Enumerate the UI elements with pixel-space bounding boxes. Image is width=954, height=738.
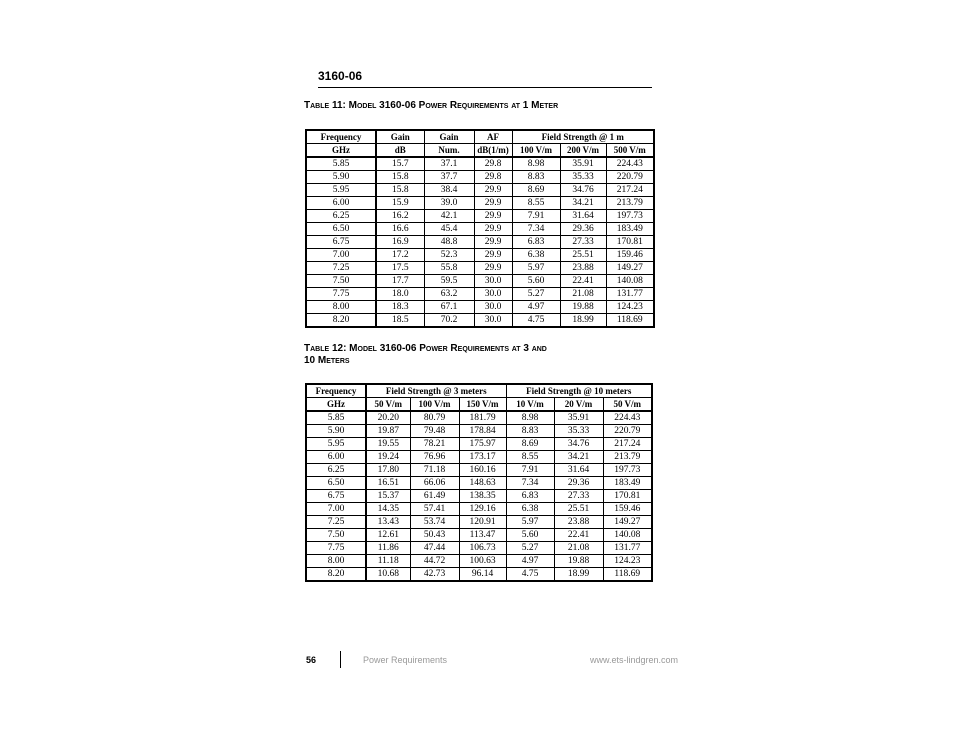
t12-cell: 44.72 [410, 555, 459, 568]
t12-cell: 7.50 [306, 529, 366, 542]
t12-cell: 8.20 [306, 568, 366, 582]
t12-cell: 96.14 [459, 568, 506, 582]
t11-cell: 22.41 [560, 275, 606, 288]
t12-cell: 217.24 [603, 438, 652, 451]
t12-cell: 6.00 [306, 451, 366, 464]
t12-header-fs3-100: 100 V/m [410, 398, 459, 412]
t12-cell: 197.73 [603, 464, 652, 477]
table-row [306, 477, 652, 490]
t12-cell: 5.97 [506, 516, 554, 529]
table-row [306, 425, 652, 438]
t11-cell: 29.9 [474, 184, 512, 197]
t12-cell: 14.35 [366, 503, 410, 516]
t12-cell: 22.41 [554, 529, 603, 542]
t12-cell: 118.69 [603, 568, 652, 582]
t11-cell: 7.34 [512, 223, 560, 236]
t12-header-frequency: Frequency [306, 384, 366, 398]
t12-header-fs3-150: 150 V/m [459, 398, 506, 412]
table-row [306, 249, 654, 262]
t11-cell: 52.3 [424, 249, 474, 262]
t12-cell: 21.08 [554, 542, 603, 555]
table-row [306, 197, 654, 210]
t11-cell: 31.64 [560, 210, 606, 223]
t12-cell: 106.73 [459, 542, 506, 555]
t12-cell: 5.85 [306, 411, 366, 425]
t11-header-frequency-unit: GHz [306, 144, 376, 158]
t11-cell: 42.1 [424, 210, 474, 223]
t11-cell: 29.9 [474, 249, 512, 262]
t11-cell: 170.81 [606, 236, 654, 249]
table-row [306, 314, 654, 328]
t12-cell: 4.97 [506, 555, 554, 568]
t11-cell: 149.27 [606, 262, 654, 275]
t12-cell: 34.21 [554, 451, 603, 464]
table-row [306, 516, 652, 529]
t11-header-gain-db-unit: dB [376, 144, 424, 158]
t11-cell: 30.0 [474, 288, 512, 301]
t12-cell: 7.34 [506, 477, 554, 490]
t11-header-fs-500: 500 V/m [606, 144, 654, 158]
t11-cell: 29.9 [474, 197, 512, 210]
t12-header-fs10-20: 20 V/m [554, 398, 603, 412]
table-row [306, 490, 652, 503]
t12-cell: 148.63 [459, 477, 506, 490]
table-row [306, 236, 654, 249]
table-row [306, 171, 654, 184]
t11-cell: 6.00 [306, 197, 376, 210]
t11-cell: 7.00 [306, 249, 376, 262]
t11-cell: 4.75 [512, 314, 560, 328]
t11-cell: 5.97 [512, 262, 560, 275]
t11-cell: 48.8 [424, 236, 474, 249]
t12-cell: 175.97 [459, 438, 506, 451]
t11-cell: 29.36 [560, 223, 606, 236]
t11-header-fs-200: 200 V/m [560, 144, 606, 158]
t11-cell: 18.0 [376, 288, 424, 301]
model-header: 3160-06 [318, 69, 652, 88]
t11-cell: 30.0 [474, 314, 512, 328]
t11-cell: 16.2 [376, 210, 424, 223]
page-number: 56 [306, 655, 317, 665]
t11-cell: 59.5 [424, 275, 474, 288]
t11-header-frequency: Frequency [306, 130, 376, 144]
t12-cell: 50.43 [410, 529, 459, 542]
table-row [306, 542, 652, 555]
t11-cell: 5.85 [306, 157, 376, 171]
t12-cell: 42.73 [410, 568, 459, 582]
t12-cell: 4.75 [506, 568, 554, 582]
table-row [306, 184, 654, 197]
t11-cell: 8.83 [512, 171, 560, 184]
t12-cell: 35.33 [554, 425, 603, 438]
t12-cell: 140.08 [603, 529, 652, 542]
t11-cell: 7.91 [512, 210, 560, 223]
t12-cell: 5.27 [506, 542, 554, 555]
t12-cell: 113.47 [459, 529, 506, 542]
t11-header-gain-num: Gain [424, 130, 474, 144]
table-row [306, 438, 652, 451]
t12-cell: 19.87 [366, 425, 410, 438]
t11-cell: 8.69 [512, 184, 560, 197]
t11-cell: 140.08 [606, 275, 654, 288]
t12-cell: 11.86 [366, 542, 410, 555]
t11-header-gain-num-unit: Num. [424, 144, 474, 158]
t11-cell: 45.4 [424, 223, 474, 236]
t11-cell: 30.0 [474, 275, 512, 288]
t11-cell: 29.9 [474, 223, 512, 236]
t11-header-af-unit: dB(1/m) [474, 144, 512, 158]
t12-cell: 11.18 [366, 555, 410, 568]
t12-cell: 8.69 [506, 438, 554, 451]
t12-cell: 34.76 [554, 438, 603, 451]
t11-cell: 16.6 [376, 223, 424, 236]
table-12-caption-line-2: 10 Meters [304, 355, 350, 366]
t11-cell: 39.0 [424, 197, 474, 210]
t11-cell: 5.95 [306, 184, 376, 197]
t11-cell: 8.00 [306, 301, 376, 314]
t11-cell: 183.49 [606, 223, 654, 236]
table-row [306, 529, 652, 542]
t12-cell: 79.48 [410, 425, 459, 438]
t11-cell: 17.2 [376, 249, 424, 262]
t12-cell: 71.18 [410, 464, 459, 477]
t12-cell: 12.61 [366, 529, 410, 542]
t12-cell: 7.00 [306, 503, 366, 516]
t12-cell: 10.68 [366, 568, 410, 582]
t11-cell: 5.90 [306, 171, 376, 184]
t11-cell: 5.27 [512, 288, 560, 301]
t12-cell: 131.77 [603, 542, 652, 555]
t12-cell: 5.95 [306, 438, 366, 451]
t11-cell: 29.9 [474, 210, 512, 223]
t12-cell: 6.75 [306, 490, 366, 503]
t11-cell: 159.46 [606, 249, 654, 262]
table-row [306, 223, 654, 236]
t12-cell: 159.46 [603, 503, 652, 516]
t12-cell: 20.20 [366, 411, 410, 425]
t12-cell: 53.74 [410, 516, 459, 529]
t11-cell: 18.3 [376, 301, 424, 314]
t12-cell: 160.16 [459, 464, 506, 477]
t11-cell: 15.7 [376, 157, 424, 171]
t11-cell: 38.4 [424, 184, 474, 197]
t11-cell: 35.91 [560, 157, 606, 171]
table-11-caption: Table 11: Model 3160-06 Power Requirements at 1 Meter [304, 100, 559, 111]
t12-cell: 18.99 [554, 568, 603, 582]
t11-cell: 67.1 [424, 301, 474, 314]
t11-cell: 6.25 [306, 210, 376, 223]
t11-cell: 224.43 [606, 157, 654, 171]
t12-header-fs3-50: 50 V/m [366, 398, 410, 412]
table-row [306, 555, 652, 568]
t11-cell: 118.69 [606, 314, 654, 328]
t12-cell: 173.17 [459, 451, 506, 464]
t11-cell: 17.5 [376, 262, 424, 275]
t11-cell: 197.73 [606, 210, 654, 223]
t12-cell: 7.91 [506, 464, 554, 477]
t12-cell: 19.88 [554, 555, 603, 568]
table-row [306, 262, 654, 275]
t12-cell: 13.43 [366, 516, 410, 529]
t11-cell: 7.50 [306, 275, 376, 288]
t11-cell: 220.79 [606, 171, 654, 184]
t12-cell: 76.96 [410, 451, 459, 464]
table-row [306, 451, 652, 464]
t12-cell: 78.21 [410, 438, 459, 451]
t12-cell: 25.51 [554, 503, 603, 516]
t11-cell: 7.75 [306, 288, 376, 301]
table-row [306, 568, 652, 582]
t11-cell: 27.33 [560, 236, 606, 249]
footer-section-title: Power Requirements [363, 655, 448, 665]
t11-cell: 7.25 [306, 262, 376, 275]
footer-divider [340, 651, 341, 668]
t12-cell: 35.91 [554, 411, 603, 425]
t11-cell: 55.8 [424, 262, 474, 275]
t12-cell: 178.84 [459, 425, 506, 438]
t12-cell: 47.44 [410, 542, 459, 555]
t11-cell: 124.23 [606, 301, 654, 314]
t12-cell: 181.79 [459, 411, 506, 425]
t11-cell: 37.7 [424, 171, 474, 184]
t12-cell: 80.79 [410, 411, 459, 425]
t12-cell: 7.25 [306, 516, 366, 529]
t11-cell: 30.0 [474, 301, 512, 314]
t12-cell: 7.75 [306, 542, 366, 555]
t11-cell: 16.9 [376, 236, 424, 249]
t11-cell: 6.83 [512, 236, 560, 249]
t11-cell: 34.76 [560, 184, 606, 197]
t11-cell: 34.21 [560, 197, 606, 210]
t11-cell: 29.8 [474, 171, 512, 184]
t12-header-fs10-50: 50 V/m [603, 398, 652, 412]
t12-cell: 220.79 [603, 425, 652, 438]
t11-cell: 5.60 [512, 275, 560, 288]
t12-header-frequency-unit: GHz [306, 398, 366, 412]
t12-cell: 19.55 [366, 438, 410, 451]
t12-header-group-10m: Field Strength @ 10 meters [506, 384, 652, 398]
t11-cell: 35.33 [560, 171, 606, 184]
table-row [306, 157, 654, 171]
t11-cell: 8.98 [512, 157, 560, 171]
t11-cell: 21.08 [560, 288, 606, 301]
t12-cell: 120.91 [459, 516, 506, 529]
t11-header-af: AF [474, 130, 512, 144]
table-row [306, 301, 654, 314]
t11-cell: 18.5 [376, 314, 424, 328]
t11-cell: 29.8 [474, 157, 512, 171]
t11-cell: 213.79 [606, 197, 654, 210]
t12-cell: 15.37 [366, 490, 410, 503]
t12-cell: 57.41 [410, 503, 459, 516]
t12-cell: 61.49 [410, 490, 459, 503]
t11-cell: 37.1 [424, 157, 474, 171]
t11-cell: 8.20 [306, 314, 376, 328]
t12-cell: 17.80 [366, 464, 410, 477]
t11-cell: 70.2 [424, 314, 474, 328]
table-12-caption [304, 343, 664, 367]
t11-cell: 6.38 [512, 249, 560, 262]
t11-cell: 18.99 [560, 314, 606, 328]
t11-cell: 6.50 [306, 223, 376, 236]
t11-cell: 217.24 [606, 184, 654, 197]
t11-cell: 63.2 [424, 288, 474, 301]
t11-cell: 15.8 [376, 184, 424, 197]
table-row [306, 288, 654, 301]
t12-cell: 19.24 [366, 451, 410, 464]
t12-cell: 6.50 [306, 477, 366, 490]
t12-cell: 224.43 [603, 411, 652, 425]
t11-header-field-group: Field Strength @ 1 m [512, 130, 654, 144]
t11-cell: 23.88 [560, 262, 606, 275]
t11-cell: 131.77 [606, 288, 654, 301]
footer-url: www.ets-lindgren.com [589, 655, 678, 665]
t11-cell: 25.51 [560, 249, 606, 262]
t12-cell: 16.51 [366, 477, 410, 490]
table-row [306, 275, 654, 288]
t12-cell: 149.27 [603, 516, 652, 529]
t11-cell: 17.7 [376, 275, 424, 288]
t12-cell: 8.98 [506, 411, 554, 425]
t12-cell: 6.83 [506, 490, 554, 503]
t12-header-fs10-10: 10 V/m [506, 398, 554, 412]
t12-cell: 66.06 [410, 477, 459, 490]
t12-cell: 23.88 [554, 516, 603, 529]
t11-cell: 8.55 [512, 197, 560, 210]
t11-cell: 15.8 [376, 171, 424, 184]
t12-cell: 6.25 [306, 464, 366, 477]
t12-header-group-3m: Field Strength @ 3 meters [366, 384, 506, 398]
t12-cell: 8.55 [506, 451, 554, 464]
table-row [306, 503, 652, 516]
t11-cell: 4.97 [512, 301, 560, 314]
t11-header-fs-100: 100 V/m [512, 144, 560, 158]
t11-cell: 6.75 [306, 236, 376, 249]
table-row [306, 210, 654, 223]
table-12-caption-line-1: Table 12: Model 3160-06 Power Requirements at 3 and [304, 343, 547, 354]
t12-cell: 129.16 [459, 503, 506, 516]
t12-cell: 170.81 [603, 490, 652, 503]
t12-cell: 183.49 [603, 477, 652, 490]
t12-cell: 6.38 [506, 503, 554, 516]
t11-cell: 15.9 [376, 197, 424, 210]
t12-cell: 138.35 [459, 490, 506, 503]
t12-cell: 31.64 [554, 464, 603, 477]
t12-cell: 29.36 [554, 477, 603, 490]
t12-cell: 5.90 [306, 425, 366, 438]
t12-cell: 100.63 [459, 555, 506, 568]
t12-cell: 8.00 [306, 555, 366, 568]
t11-cell: 29.9 [474, 236, 512, 249]
t11-cell: 29.9 [474, 262, 512, 275]
t11-header-gain-db: Gain [376, 130, 424, 144]
t11-cell: 19.88 [560, 301, 606, 314]
table-11 [305, 129, 655, 328]
table-row [306, 411, 652, 425]
t12-cell: 27.33 [554, 490, 603, 503]
t12-cell: 213.79 [603, 451, 652, 464]
t12-cell: 124.23 [603, 555, 652, 568]
t12-cell: 5.60 [506, 529, 554, 542]
table-row [306, 464, 652, 477]
table-12 [305, 383, 653, 582]
t12-cell: 8.83 [506, 425, 554, 438]
